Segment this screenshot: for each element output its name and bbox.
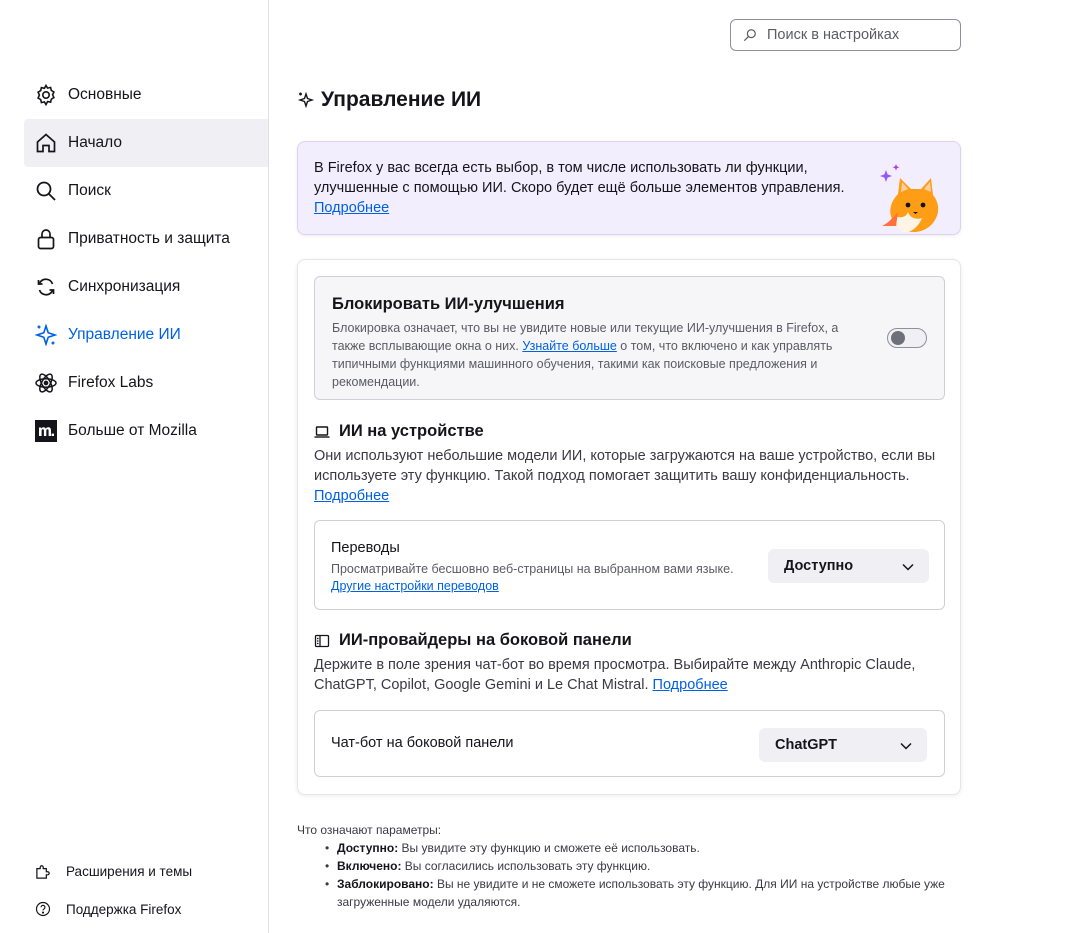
settings-search-box[interactable] (730, 19, 961, 51)
help-icon (34, 900, 52, 918)
legend-item (325, 857, 977, 875)
banner-message: В Firefox у вас всегда есть выбор, в том числе использовать ли функции, улучшенные с помощью ИИ. Скоро будет ещё больше элементов управления. (314, 160, 845, 196)
search-icon (743, 28, 757, 42)
chatbot-label: Чат-бот на боковой панели (331, 735, 514, 751)
sidebar-item-label: Поиск (68, 182, 111, 199)
sparkle-icon (34, 323, 58, 347)
extensions-and-themes-link[interactable] (34, 852, 192, 890)
block-ai-toggle[interactable] (887, 328, 927, 348)
on-device-learn-more-link[interactable]: Подробнее (314, 488, 390, 504)
legend-heading: Что означают параметры: (297, 823, 442, 837)
legend-text: Вы увидите эту функцию и сможете её использовать. (398, 841, 700, 855)
legend-list (325, 839, 977, 911)
lock-icon (34, 227, 58, 251)
gear-icon (34, 83, 58, 107)
puzzle-icon (34, 862, 52, 880)
chatbot-select[interactable] (759, 728, 927, 762)
banner-text (314, 158, 869, 218)
on-device-description (314, 446, 946, 506)
legend-item (325, 875, 977, 911)
block-ai-title: Блокировать ИИ-улучшения (332, 295, 565, 313)
sidebar-item-search[interactable] (24, 167, 268, 215)
support-label: Поддержка Firefox (66, 901, 182, 917)
laptop-icon (314, 424, 330, 440)
sparkle-icon (297, 91, 315, 109)
atom-icon (34, 371, 58, 395)
fox-mascot-icon (876, 164, 946, 235)
block-ai-desc-text: Блокировка означает, что вы не увидите новые или текущие ИИ-улучшения в Firefox, а также всплывающие окна о них. (332, 321, 839, 353)
info-banner (297, 141, 961, 235)
block-ai-learn-more-link[interactable]: Узнайте больше (522, 339, 617, 353)
legend-term: Заблокировано: (337, 877, 434, 891)
home-icon (34, 131, 58, 155)
sidebar-item-label: Управление ИИ (68, 326, 181, 343)
legend-term: Включено: (337, 859, 402, 873)
sidebar-item-label: Синхронизация (68, 278, 181, 295)
ai-settings-card (297, 259, 961, 795)
on-device-desc-text: Они используют небольшие модели ИИ, которые загружаются на ваше устройство, если вы используете эту функцию. Такой подход помогает защитить вашу конфиденциальность. (314, 448, 936, 484)
legend-term: Доступно: (337, 841, 399, 855)
sidebar-item-privacy[interactable] (24, 215, 268, 263)
sidebar-item-firefox-labs[interactable] (24, 359, 268, 407)
legend-text: Вы согласились использовать эту функцию. (401, 859, 651, 873)
mozilla-icon (34, 419, 58, 443)
block-ai-desc-text-2: о том, что включено и как управлять типичными функциями машинного обучения, такими как поисковые предложения и рекомендации. (332, 339, 833, 389)
sidebar-providers-learn-more-link[interactable]: Подробнее (652, 677, 728, 693)
on-device-title: ИИ на устройстве (339, 422, 484, 440)
sidebar-item-home[interactable] (24, 119, 268, 167)
translations-description: Просматривайте бесшовно веб-страницы на выбранном вами языке. (331, 562, 734, 576)
chevron-down-icon (899, 739, 913, 753)
sidebar-item-label: Начало (68, 134, 123, 151)
toggle-knob (891, 331, 905, 345)
page-title-text: Управление ИИ (321, 88, 482, 111)
chevron-down-icon (901, 560, 915, 574)
legend-item (325, 839, 977, 857)
sidebar-item-sync[interactable] (24, 263, 268, 311)
chatbot-select-value: ChatGPT (775, 737, 838, 753)
options-legend (297, 821, 977, 911)
sync-icon (34, 275, 58, 299)
extensions-label: Расширения и темы (66, 863, 193, 879)
sidebar-panel-icon (314, 633, 330, 649)
sidebar-item-label: Основные (68, 86, 142, 103)
sidebar-footer (34, 852, 192, 928)
chatbot-row (314, 710, 945, 777)
sidebar-nav (24, 71, 268, 455)
search-icon (34, 179, 58, 203)
sidebar-providers-description (314, 655, 946, 695)
on-device-heading (314, 422, 484, 441)
sidebar-item-label: Приватность и защита (68, 230, 230, 247)
translations-select[interactable] (768, 549, 929, 583)
sidebar-providers-desc-text: Держите в поле зрения чат-бот во время просмотра. Выбирайте между Anthropic Claude, ChatGPT, Copilot, Google Gemini и Le Chat Mistral. (314, 657, 916, 693)
sidebar-item-label: Firefox Labs (68, 374, 154, 391)
legend-text: Вы не увидите и не сможете использовать эту функцию. Для ИИ на устройстве любые уже загруженные модели удаляются. (337, 877, 945, 909)
translations-label: Переводы (331, 540, 400, 556)
translations-settings-link[interactable]: Другие настройки переводов (331, 579, 499, 593)
block-ai-description (332, 319, 862, 391)
banner-learn-more-link[interactable]: Подробнее (314, 200, 390, 216)
firefox-support-link[interactable] (34, 890, 192, 928)
block-ai-section (314, 276, 945, 400)
page-title (297, 88, 481, 112)
sidebar (0, 0, 269, 933)
sidebar-item-general[interactable] (24, 71, 268, 119)
translations-select-value: Доступно (784, 558, 854, 574)
sidebar-providers-title: ИИ-провайдеры на боковой панели (339, 631, 632, 649)
sidebar-providers-heading (314, 631, 632, 650)
sidebar-item-label: Больше от Mozilla (68, 422, 197, 439)
translations-row (314, 520, 945, 610)
sidebar-item-ai-controls[interactable] (24, 311, 268, 359)
sidebar-item-more-mozilla[interactable] (24, 407, 268, 455)
settings-search-input[interactable] (767, 27, 947, 43)
